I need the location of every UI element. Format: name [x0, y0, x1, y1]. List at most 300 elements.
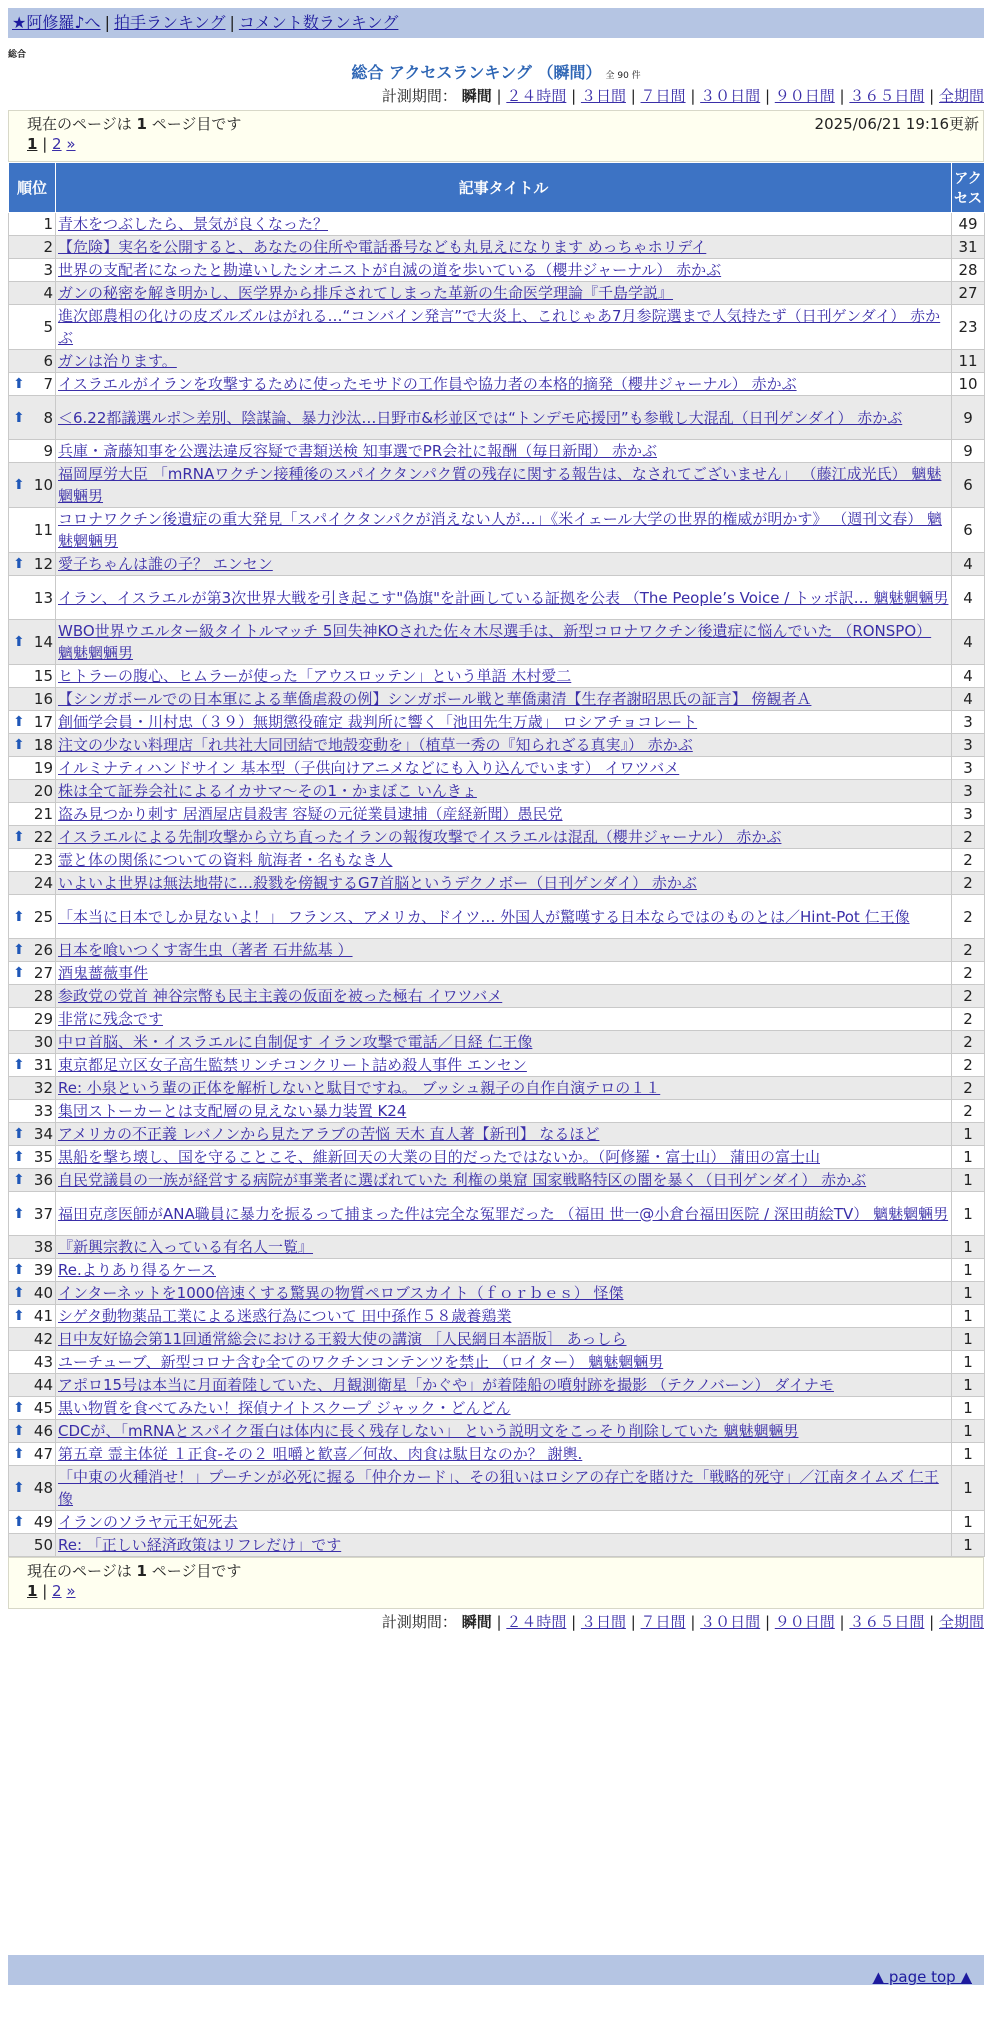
table-row — [9, 1008, 985, 1031]
page-status-prefix: 現在のページは — [27, 115, 132, 133]
rank-number: 10 — [33, 476, 53, 494]
table-row — [9, 1397, 985, 1420]
up-arrow-icon: ⬆ — [13, 1514, 25, 1530]
page-current: 1 — [27, 135, 38, 153]
title-cell — [56, 688, 952, 711]
article-link[interactable]: 黒い物質を食べてみたい！探偵ナイトスクープ ジャック・どんどん — [58, 1399, 511, 1417]
article-link[interactable]: 株は全て証券会社によるイカサマ〜その1・かまぼこ いんきょ — [58, 782, 477, 800]
access-count: 4 — [952, 688, 985, 711]
access-count: 31 — [952, 236, 985, 259]
access-count: 6 — [952, 508, 985, 553]
title-cell — [56, 826, 952, 849]
period-link-7d-bottom[interactable]: ７日間 — [640, 1613, 686, 1631]
article-link[interactable]: 青木をつぶしたら、景気が良くなった？ — [58, 215, 329, 233]
rank-cell — [9, 1236, 56, 1259]
title-cell — [56, 396, 952, 440]
page-top — [873, 1968, 972, 1986]
rank-number: 26 — [33, 941, 53, 959]
table-row — [9, 1328, 985, 1351]
rank-cell — [9, 1420, 56, 1443]
title-cell — [56, 939, 952, 962]
page-link-2[interactable]: 2 — [52, 135, 62, 153]
article-link[interactable]: 参政党の党首 神谷宗幣も民主主義の仮面を被った極右 イワツバメ — [58, 987, 503, 1005]
access-count: 4 — [952, 665, 985, 688]
period-selector-top: 計測期間： 瞬間 | ２４時間 | ３日間 | ７日間 | ３０日間 | ９０日間 | ３６５日間 | 全期間 — [381, 87, 984, 105]
up-arrow-icon: ⬆ — [13, 1205, 25, 1222]
access-count: 2 — [952, 826, 985, 849]
page-links-bottom: 1 | 2 » — [27, 1582, 76, 1600]
title-cell — [56, 1305, 952, 1328]
period-label-bottom: 計測期間： — [381, 1613, 457, 1631]
page-status — [27, 113, 241, 134]
access-count: 9 — [952, 396, 985, 440]
page-link-2-bottom[interactable]: 2 — [52, 1582, 62, 1600]
table-row — [9, 1282, 985, 1305]
title-cell — [56, 803, 952, 826]
access-count: 2 — [952, 1031, 985, 1054]
rank-number: 46 — [33, 1422, 53, 1440]
table-row — [9, 734, 985, 757]
table-row — [9, 803, 985, 826]
access-count: 1 — [952, 1443, 985, 1466]
article-link[interactable]: 「本当に日本でしか見ないよ！」 フランス、アメリカ、ドイツ… 外国人が驚嘆する日本ならではのものとは／Hint-Pot 仁王像 — [58, 907, 910, 926]
title-cell — [56, 1100, 952, 1123]
article-link[interactable]: イルミナティハンドサイン 基本型（子供向けアニメなどにも入り込んでいます） イワツバメ — [58, 759, 680, 777]
table-row — [9, 282, 985, 305]
rank-number: 21 — [33, 805, 53, 823]
page-top-link[interactable]: ▲ page top ▲ — [872, 1968, 972, 1986]
article-link[interactable]: イスラエルによる先制攻撃から立ち直ったイランの報復攻撃でイスラエルは混乱（櫻井ジャーナル） 赤かぶ — [58, 828, 782, 846]
article-link[interactable]: ガンは治ります。 — [58, 352, 177, 370]
article-link[interactable]: 日中友好協会第11回通常総会における王毅大使の講演 ［人民網日本語版］ あっしら — [58, 1330, 627, 1348]
title-cell — [56, 1420, 952, 1443]
table-row — [9, 895, 985, 939]
access-count: 2 — [952, 849, 985, 872]
rank-number: 22 — [33, 828, 53, 846]
rank-number: 6 — [43, 352, 53, 370]
up-arrow-icon: ⬆ — [13, 1308, 25, 1324]
title-cell — [56, 553, 952, 576]
table-row — [9, 1511, 985, 1534]
rank-cell — [9, 711, 56, 734]
up-arrow-icon: ⬆ — [13, 556, 25, 572]
title-cell — [56, 440, 952, 463]
table-row — [9, 985, 985, 1008]
page-next-link-bottom[interactable]: » — [66, 1582, 76, 1600]
period-link-24h[interactable]: ２４時間 — [506, 87, 567, 105]
rank-number: 7 — [43, 375, 53, 393]
rank-cell — [9, 1534, 56, 1557]
rank-cell — [9, 236, 56, 259]
article-link[interactable]: 中ロ首脳、米・イスラエルに自制促す イラン攻撃で電話／日経 仁王像 — [58, 1033, 533, 1051]
rank-number: 47 — [33, 1445, 53, 1463]
title-cell — [56, 780, 952, 803]
table-row — [9, 1192, 985, 1236]
period-link-all[interactable]: 全期間 — [938, 87, 984, 105]
up-arrow-icon: ⬆ — [13, 714, 25, 730]
rank-cell — [9, 305, 56, 350]
pagination-box-bottom — [8, 1557, 984, 1609]
access-count: 4 — [952, 553, 985, 576]
rank-cell — [9, 1305, 56, 1328]
article-link[interactable]: ＜6.22都議選ルポ＞差別、陰謀論、暴力沙汰…日野市&杉並区では“トンデモ応援団”も参戦し大混乱（日刊ゲンダイ） 赤かぶ — [58, 408, 903, 427]
article-link[interactable]: Re: 小泉という輩の正体を解析しないと駄目ですね。 ブッシュ親子の自作自演テロの１１ — [58, 1079, 661, 1097]
up-arrow-icon: ⬆ — [13, 829, 25, 845]
table-row — [9, 1466, 985, 1511]
table-row — [9, 1236, 985, 1259]
rank-number: 35 — [33, 1148, 53, 1166]
rank-number: 44 — [33, 1376, 53, 1394]
rank-cell — [9, 1008, 56, 1031]
title-cell — [56, 1374, 952, 1397]
access-count: 1 — [952, 1374, 985, 1397]
rank-number: 12 — [33, 555, 53, 573]
article-link[interactable]: いよいよ世界は無法地帯に…殺戮を傍観するG7首脳というデクノボー（日刊ゲンダイ） 赤かぶ — [58, 874, 697, 892]
access-count: 2 — [952, 1054, 985, 1077]
rank-cell — [9, 1123, 56, 1146]
up-arrow-icon: ⬆ — [13, 1480, 25, 1496]
access-count: 11 — [952, 350, 985, 373]
period-current: 瞬間 — [461, 87, 492, 105]
up-arrow-icon: ⬆ — [13, 1126, 25, 1142]
up-arrow-icon: ⬆ — [13, 1400, 25, 1416]
article-link[interactable]: アポロ15号は本当に月面着陸していた、月観測衛星「かぐや」が着陸船の噴射跡を撮影 （テクノバーン） ダイナモ — [58, 1376, 834, 1394]
rank-number: 5 — [43, 318, 53, 336]
title-cell — [56, 985, 952, 1008]
period-current-bottom: 瞬間 — [461, 1613, 492, 1631]
page-title-text: 総合 アクセスランキング （瞬間） — [351, 63, 602, 82]
table-row — [9, 1374, 985, 1397]
rank-number: 29 — [33, 1010, 53, 1028]
article-link[interactable]: シゲタ動物薬品工業による迷惑行為について 田中孫作５８歳養鶏業 — [58, 1307, 512, 1325]
category-label: 総合 — [8, 50, 27, 60]
access-count: 2 — [952, 895, 985, 939]
article-link[interactable]: 霊と体の関係についての資料 航海者・名もなき人 — [58, 851, 393, 869]
access-count: 1 — [952, 1511, 985, 1534]
rank-cell — [9, 962, 56, 985]
total-count: 全 90 件 — [605, 71, 641, 81]
period-link-24h-bottom[interactable]: ２４時間 — [506, 1613, 567, 1631]
table-row — [9, 396, 985, 440]
table-row — [9, 757, 985, 780]
rank-number: 14 — [33, 633, 53, 651]
article-link[interactable]: 世界の支配者になったと勘違いしたシオニストが自滅の道を歩いている（櫻井ジャーナル） 赤かぶ — [58, 261, 722, 279]
table-row — [9, 1305, 985, 1328]
table-row — [9, 1534, 985, 1557]
table-row — [9, 1077, 985, 1100]
article-link[interactable]: ガンの秘密を解き明かし、医学界から排斥されてしまった革新の生命医学理論『千島学説』 — [58, 284, 674, 302]
period-selector-bottom: 計測期間： 瞬間 | ２４時間 | ３日間 | ７日間 | ３０日間 | ９０日間 | ３６５日間 | 全期間 — [381, 1613, 984, 1631]
rank-number: 3 — [43, 261, 53, 279]
access-count: 1 — [952, 1192, 985, 1236]
article-link[interactable]: 自民党議員の一族が経営する病院が事業者に選ばれていた 利権の巣窟 国家戦略特区の闇を暴く（日刊ゲンダイ） 赤かぶ — [58, 1171, 867, 1189]
article-link[interactable]: 集団ストーカーとは支配層の見えない暴力装置 K24 — [58, 1102, 407, 1120]
col-header-rank: 順位 — [9, 163, 56, 213]
table-row — [9, 1054, 985, 1077]
table-row — [9, 1100, 985, 1123]
up-arrow-icon: ⬆ — [13, 942, 25, 958]
article-link[interactable]: 福岡厚労大臣 「mRNAワクチン接種後のスパイクタンパク質の残存に関する報告は、なされてございません」 （藤江成光氏） 魑魅魍魎男 — [58, 465, 942, 505]
period-link-365d[interactable]: ３６５日間 — [849, 87, 925, 105]
rank-cell — [9, 620, 56, 665]
rank-cell — [9, 1169, 56, 1192]
access-count: 2 — [952, 872, 985, 895]
access-count: 2 — [952, 985, 985, 1008]
title-cell — [56, 350, 952, 373]
article-link[interactable]: インターネットを1000倍速くする驚異の物質ペロブスカイト（ｆｏｒｂｅｓ） 怪傑 — [58, 1284, 624, 1302]
rank-cell — [9, 463, 56, 508]
rank-cell — [9, 213, 56, 236]
rank-cell — [9, 803, 56, 826]
title-cell — [56, 1466, 952, 1511]
page-status-num: 1 — [136, 115, 147, 133]
table-row — [9, 553, 985, 576]
period-link-30d-bottom[interactable]: ３０日間 — [700, 1613, 761, 1631]
title-cell — [56, 1077, 952, 1100]
article-link[interactable]: ユーチューブ、新型コロナ含む全てのワクチンコンテンツを禁止 （ロイター） 魑魅魍魎男 — [58, 1353, 664, 1371]
rank-number: 11 — [33, 521, 53, 539]
access-count: 1 — [952, 1169, 985, 1192]
period-link-all-bottom[interactable]: 全期間 — [938, 1613, 984, 1631]
table-row — [9, 1169, 985, 1192]
title-cell — [56, 849, 952, 872]
access-count: 2 — [952, 962, 985, 985]
access-count: 1 — [952, 1466, 985, 1511]
rank-cell — [9, 849, 56, 872]
title-cell — [56, 1397, 952, 1420]
article-link[interactable]: 創価学会員・川村忠（３９）無期懲役確定 裁判所に響く「池田先生万歳」 ロシアチョコレート — [58, 713, 698, 731]
title-cell — [56, 463, 952, 508]
article-link[interactable]: イスラエルがイランを攻撃するために使ったモサドの工作員や協力者の本格的摘発（櫻井ジャーナル） 赤かぶ — [58, 375, 797, 393]
period-link-3d-bottom[interactable]: ３日間 — [580, 1613, 626, 1631]
period-link-365d-bottom[interactable]: ３６５日間 — [849, 1613, 925, 1631]
rank-number: 32 — [33, 1079, 53, 1097]
article-link[interactable]: CDCが、「mRNAとスパイク蛋白は体内に長く残存しない」 という説明文をこっそり削除していた 魑魅魍魎男 — [58, 1422, 799, 1440]
title-cell — [56, 895, 952, 939]
rank-number: 37 — [33, 1204, 53, 1223]
rank-cell — [9, 688, 56, 711]
title-cell — [56, 1169, 952, 1192]
table-row — [9, 1146, 985, 1169]
article-link[interactable]: コロナワクチン後遺症の重大発見「スパイクタンパクが消えない人が…」《米イェール大学の世界的権威が明かす》 （週刊文春） 魑魅魍魎男 — [58, 510, 942, 550]
period-link-90d-bottom[interactable]: ９０日間 — [774, 1613, 835, 1631]
article-link[interactable]: 進次郎農相の化けの皮ズルズルはがれる…“コンバイン発言”で大炎上、これじゃあ7月参院選まで人気持たず（日刊ゲンダイ） 赤かぶ — [58, 307, 941, 347]
table-row — [9, 305, 985, 350]
article-link[interactable]: 黒船を撃ち壊し、国を守ることこそ、維新回天の大業の目的だったではないか。（阿修羅・富士山） 蒲田の富士山 — [58, 1148, 820, 1166]
table-row — [9, 1031, 985, 1054]
title-cell — [56, 620, 952, 665]
page-links: 1 | 2 » — [27, 135, 76, 153]
up-arrow-icon: ⬆ — [13, 409, 25, 426]
access-count: 1 — [952, 1397, 985, 1420]
rank-cell — [9, 1100, 56, 1123]
rank-cell — [9, 1351, 56, 1374]
article-link[interactable]: 「中東の火種消せ！」プーチンが必死に握る「仲介カード」、その狙いはロシアの存亡を賭けた「戦略的死守」／江南タイムズ 仁王像 — [58, 1468, 939, 1508]
rank-cell — [9, 1466, 56, 1511]
access-count: 1 — [952, 1351, 985, 1374]
rank-number: 27 — [33, 964, 53, 982]
table-row — [9, 350, 985, 373]
top-nav-bar: ★阿修羅♪へ | 拍手ランキング | コメント数ランキング — [8, 8, 984, 38]
article-link[interactable]: イランのソラヤ元王妃死去 — [58, 1513, 238, 1531]
access-count: 2 — [952, 1008, 985, 1031]
table-row — [9, 962, 985, 985]
rank-number: 25 — [33, 907, 53, 926]
page-title — [0, 61, 992, 88]
rank-cell — [9, 1511, 56, 1534]
up-arrow-icon: ⬆ — [13, 1446, 25, 1462]
article-link[interactable]: 『新興宗教に入っている有名人一覧』 — [58, 1238, 314, 1256]
nav-link-comment-ranking[interactable]: コメント数ランキング — [238, 13, 399, 32]
title-cell — [56, 1236, 952, 1259]
access-count: 3 — [952, 711, 985, 734]
rank-number: 45 — [33, 1399, 53, 1417]
access-count: 3 — [952, 780, 985, 803]
rank-number: 28 — [33, 987, 53, 1005]
access-count: 4 — [952, 576, 985, 620]
rank-cell — [9, 1328, 56, 1351]
title-cell — [56, 1511, 952, 1534]
page-status-num-bottom: 1 — [136, 1562, 147, 1580]
rank-number: 17 — [33, 713, 53, 731]
rank-cell — [9, 757, 56, 780]
period-link-7d[interactable]: ７日間 — [640, 87, 686, 105]
article-link[interactable]: WBO世界ウエルター級タイトルマッチ 5回失神KOされた佐々木尽選手は、新型コロナワクチン後遺症に悩んでいた （RONSPO） 魑魅魍魎男 — [58, 622, 932, 662]
table-row — [9, 576, 985, 620]
article-link[interactable]: 注文の少ない料理店「れ共社大同団結で地殻変動を」（植草一秀の『知られざる真実』） 赤かぶ — [58, 736, 693, 754]
access-count: 6 — [952, 463, 985, 508]
table-row — [9, 939, 985, 962]
article-link[interactable]: ヒトラーの腹心、ヒムラーが使った「アウスロッテン」という単語 木村愛二 — [58, 667, 572, 685]
title-cell — [56, 1282, 952, 1305]
table-row — [9, 620, 985, 665]
article-link[interactable]: アメリカの不正義 レバノンから見たアラブの苦悩 天木 直人著【新刊】 なるほど — [58, 1125, 600, 1143]
access-count: 49 — [952, 213, 985, 236]
nav-link-asyura[interactable]: ★阿修羅♪へ — [12, 13, 101, 32]
up-arrow-icon: ⬆ — [13, 737, 25, 753]
article-link[interactable]: 日本を喰いつくす寄生虫（著者 石井紘基 ） — [58, 941, 353, 959]
access-count: 1 — [952, 1282, 985, 1305]
rank-cell — [9, 1077, 56, 1100]
rank-number: 36 — [33, 1171, 53, 1189]
access-count: 2 — [952, 1077, 985, 1100]
access-count: 9 — [952, 440, 985, 463]
table-row — [9, 373, 985, 396]
access-count: 1 — [952, 1123, 985, 1146]
rank-cell — [9, 1374, 56, 1397]
article-link[interactable]: 非常に残念です — [58, 1010, 164, 1028]
table-row — [9, 665, 985, 688]
footer-bar — [8, 1955, 984, 1985]
title-cell — [56, 1534, 952, 1557]
article-link[interactable]: Re.よりあり得るケース — [58, 1261, 216, 1279]
article-link[interactable]: イラン、イスラエルが第3次世界大戦を引き起こす"偽旗"を計画している証拠を公表 （The People’s Voice / トッポ訳… 魑魅魍魎男 — [58, 588, 949, 607]
rank-cell — [9, 553, 56, 576]
rank-number: 49 — [33, 1513, 53, 1531]
rank-cell — [9, 1192, 56, 1236]
title-cell — [56, 1259, 952, 1282]
access-count: 28 — [952, 259, 985, 282]
article-link[interactable]: 盗み見つかり刺す 居酒屋店員殺害 容疑の元従業員逮捕（産経新聞）愚民党 — [58, 805, 563, 823]
rank-number: 31 — [33, 1056, 53, 1074]
title-cell — [56, 1192, 952, 1236]
title-cell — [56, 373, 952, 396]
up-arrow-icon: ⬆ — [13, 965, 25, 981]
article-link[interactable]: 【シンガポールでの日本軍による華僑虐殺の例】シンガポール戦と華僑粛清【生存者謝昭思氏の証言】 傍観者Ａ — [58, 690, 812, 708]
rank-number: 40 — [33, 1284, 53, 1302]
rank-number: 8 — [43, 408, 53, 427]
table-row — [9, 688, 985, 711]
article-link[interactable]: 東京都足立区女子高生監禁リンチコンクリート詰め殺人事件 エンセン — [58, 1056, 527, 1074]
access-count: 2 — [952, 1100, 985, 1123]
access-count: 27 — [952, 282, 985, 305]
up-arrow-icon: ⬆ — [13, 908, 25, 925]
title-cell — [56, 1031, 952, 1054]
page-status-bottom — [27, 1560, 241, 1581]
title-cell — [56, 282, 952, 305]
article-link[interactable]: 酒鬼薔薇事件 — [58, 964, 149, 982]
table-row — [9, 259, 985, 282]
rank-cell — [9, 895, 56, 939]
nav-link-clap-ranking[interactable]: 拍手ランキング — [113, 13, 226, 32]
period-link-30d[interactable]: ３０日間 — [700, 87, 761, 105]
table-row — [9, 1259, 985, 1282]
rank-number: 18 — [33, 736, 53, 754]
table-row — [9, 826, 985, 849]
up-arrow-icon: ⬆ — [13, 634, 25, 650]
rank-number: 48 — [33, 1479, 53, 1497]
rank-number: 42 — [33, 1330, 53, 1348]
rank-number: 24 — [33, 874, 53, 892]
rank-number: 39 — [33, 1261, 53, 1279]
rank-number: 34 — [33, 1125, 53, 1143]
up-arrow-icon: ⬆ — [13, 1285, 25, 1301]
title-cell — [56, 872, 952, 895]
rank-cell — [9, 939, 56, 962]
article-link[interactable]: 兵庫・斎藤知事を公選法違反容疑で書類送検 知事選でPR会社に報酬（毎日新聞） 赤かぶ — [58, 442, 658, 460]
article-link[interactable]: 福田克彦医師がANA職員に暴力を振るって捕まった件は完全な冤罪だった （福田 世一@小倉台福田医院 / 深田萌絵TV） 魑魅魍魎男 — [58, 1204, 949, 1223]
article-link[interactable]: 第五章 霊主体従 １正食-その２ 咀嚼と歓喜／何故、肉食は駄目なのか？ 謝輿. — [58, 1445, 583, 1463]
access-count: 1 — [952, 1328, 985, 1351]
up-arrow-icon: ⬆ — [13, 477, 25, 493]
access-count: 1 — [952, 1259, 985, 1282]
up-arrow-icon: ⬆ — [13, 1057, 25, 1073]
page-next-link[interactable]: » — [66, 135, 76, 153]
rank-number: 20 — [33, 782, 53, 800]
access-count: 3 — [952, 757, 985, 780]
article-link[interactable]: 【危険】実名を公開すると、あなたの住所や電話番号なども丸見えになります めっちゃホリデイ — [58, 238, 707, 256]
rank-cell — [9, 734, 56, 757]
title-cell — [56, 711, 952, 734]
title-cell — [56, 305, 952, 350]
rank-number: 19 — [33, 759, 53, 777]
rank-number: 50 — [33, 1536, 53, 1554]
rank-number: 1 — [43, 215, 53, 233]
rank-number: 33 — [33, 1102, 53, 1120]
rank-number: 2 — [43, 238, 53, 256]
pagination-box-top — [8, 110, 984, 162]
rank-cell — [9, 665, 56, 688]
period-link-3d[interactable]: ３日間 — [580, 87, 626, 105]
access-count: 10 — [952, 373, 985, 396]
rank-cell — [9, 440, 56, 463]
article-link[interactable]: 愛子ちゃんは誰の子？ エンセン — [58, 555, 273, 573]
up-arrow-icon: ⬆ — [13, 1423, 25, 1439]
table-row — [9, 1123, 985, 1146]
period-link-90d[interactable]: ９０日間 — [774, 87, 835, 105]
title-cell — [56, 1351, 952, 1374]
article-link[interactable]: Re: 「正しい経済政策はリフレだけ」です — [58, 1536, 342, 1554]
